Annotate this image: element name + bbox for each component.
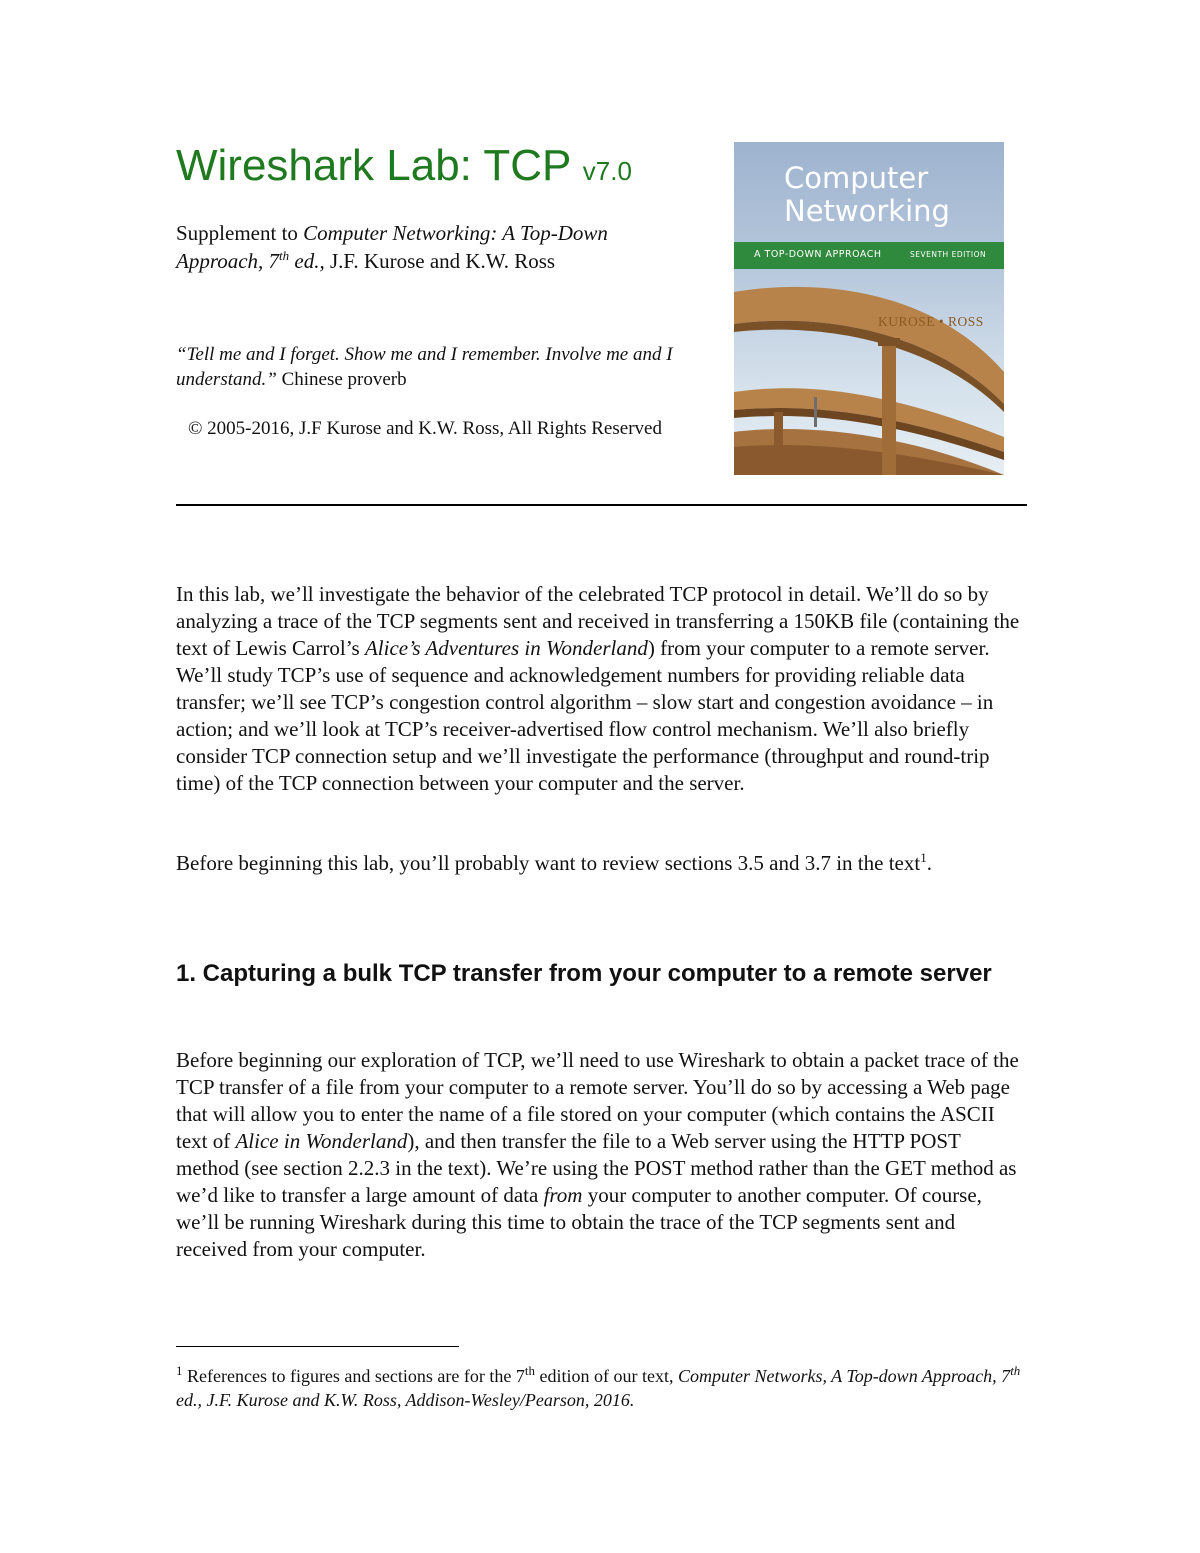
footnote-marker: 1 <box>176 1363 183 1378</box>
footnote-ref[interactable]: 1 <box>920 850 927 865</box>
quote-text: “Tell me and I forget. Show me and I remember. Involve me and I understand.” <box>176 344 673 390</box>
header-divider <box>176 504 1027 506</box>
book-title: Computer Networking: A Top-Down Approach, 7 <box>176 221 608 273</box>
proverb-quote <box>176 342 716 392</box>
quote-attribution: Chinese proverb <box>276 369 407 390</box>
cover-subtitle: A TOP-DOWN APPROACH <box>754 249 882 260</box>
intro-paragraph: In this lab, we’ll investigate the behavior of the celebrated TCP protocol in detail. We’ll do so by analyzing a trace of the TCP segments sent and received in transferring a 150KB file (containing the text of Lewis Carrol’s Alice’s Adventures in Wonderland) from your computer to a remote server. We’ll study TCP’s use of sequence and acknowledgement numbers for providing reliable data transfer; we’ll see TCP’s congestion control algorithm – slow start and congestion avoidance – in action; and we’ll look at TCP’s receiver-advertised flow control mechanism. We’ll also briefly consider TCP connection setup and we’ll investigate the performance (throughput and round-trip time) of the TCP connection between your computer and the server. <box>176 582 1020 795</box>
book-cover-image <box>734 142 1004 475</box>
cover-edition: SEVENTH EDITION <box>910 250 987 259</box>
section-paragraph: Before beginning our exploration of TCP, we’ll need to use Wireshark to obtain a packet trace of the TCP transfer of a file from your computer to a remote server. You’ll do so by accessing a Web page that will allow you to enter the name of a file stored on your computer (which contains the ASCII text of Alice in Wonderland), and then transfer the file to a Web server using the HTTP POST method (see section 2.2.3 in the text). We’re using the POST method rather than the GET method as we’d like to transfer a large amount of data from your computer to another computer. Of course, we’ll be running Wireshark during this time to obtain the trace of the TCP segments sent and received from your computer. <box>176 1048 1019 1261</box>
section-heading: 1. Capturing a bulk TCP transfer from your computer to a remote server <box>176 960 992 987</box>
copyright-notice: © 2005-2016, J.F Kurose and K.W. Ross, All Rights Reserved <box>188 418 662 439</box>
edition-suffix: ed., <box>289 249 325 273</box>
footnote-divider <box>176 1346 459 1347</box>
document-title <box>176 140 632 197</box>
supplement-prefix: Supplement to <box>176 221 304 245</box>
edition-superscript: th <box>279 248 290 263</box>
title-text: Wireshark Lab: TCP <box>176 141 571 190</box>
book-reference: Alice’s Adventures in Wonderland <box>364 636 648 660</box>
version-label: v7.0 <box>582 156 632 186</box>
cover-title: Computer Networking <box>784 161 950 228</box>
cover-authors: KUROSE • ROSS <box>878 314 984 329</box>
review-paragraph: Before beginning this lab, you’ll probably want to review sections 3.5 and 3.7 in the text$^1$. <box>176 850 932 875</box>
supplement-line <box>176 219 696 275</box>
book-authors: J.F. Kurose and K.W. Ross <box>324 249 556 273</box>
footnote: $^1$ References to figures and sections are for the 7th edition of our text, Computer Networks, A Top-down Approach, 7th ed., J.F. Kurose and K.W. Ross, Addison-Wesley/Pearson, 2016. <box>176 1363 1021 1410</box>
